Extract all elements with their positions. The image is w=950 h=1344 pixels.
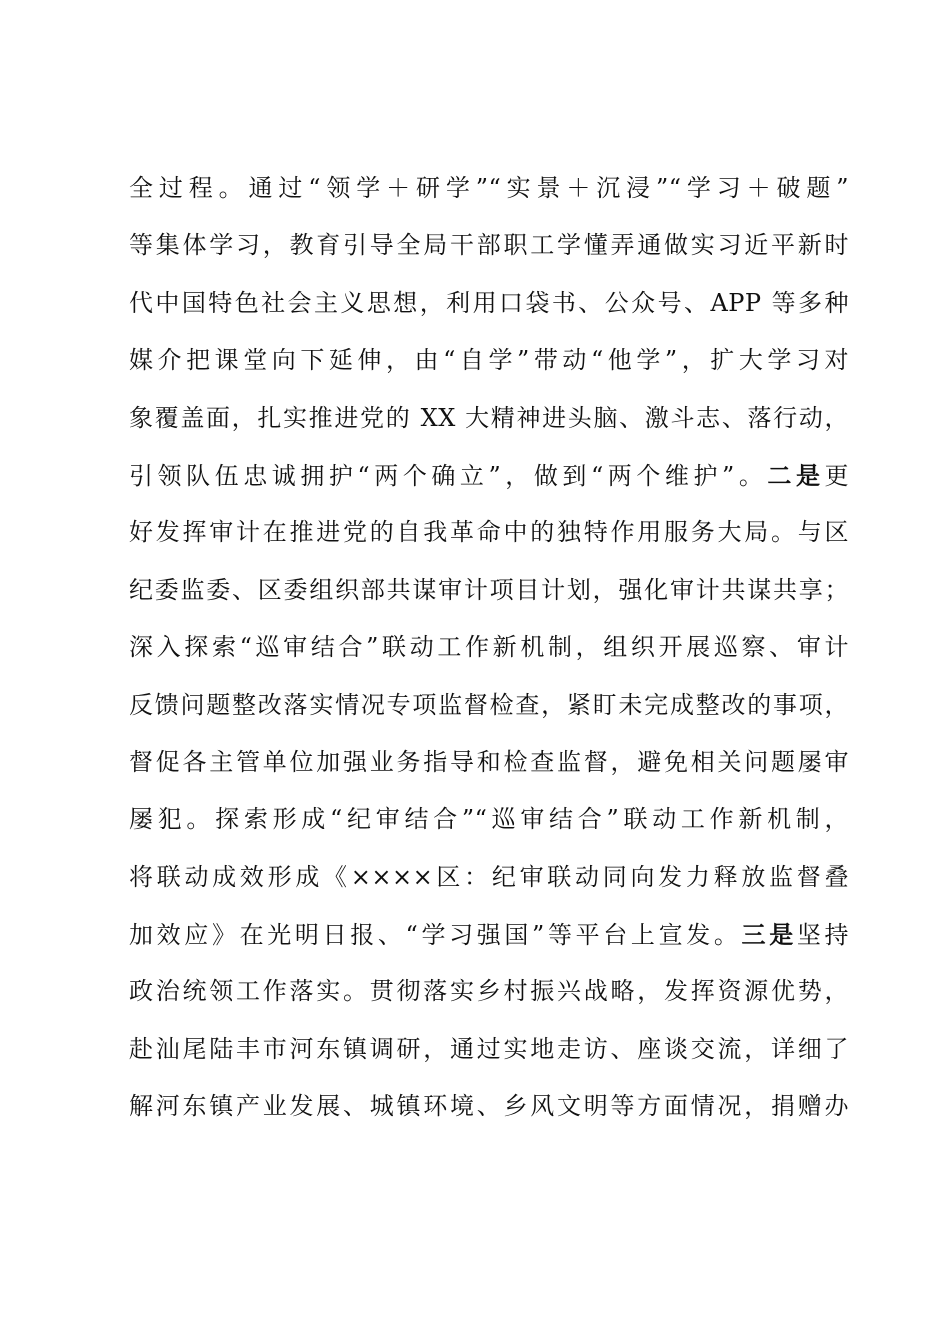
text-segment: 将联动成效形成《××××区：纪审联动同向发力释放监督叠 — [129, 862, 849, 891]
text-segment: 深入探索“巡审结合”联动工作新机制，组织开展巡察、审计 — [129, 633, 849, 662]
text-segment: 更 — [824, 461, 849, 490]
text-segment: 赴汕尾陆丰市河东镇调研，通过实地走访、座谈交流，详细了 — [129, 1034, 849, 1063]
text-segment: 全过程。通过“领学＋研学”“实景＋沉浸”“学习＋破题” — [129, 174, 849, 202]
text-segment: 媒介把课堂向下延伸，由“自学”带动“他学”，扩大学习对 — [129, 346, 849, 375]
text-line-14 — [129, 906, 849, 963]
text-line-7 — [129, 504, 849, 561]
text-segment: 政治统领工作落实。贯彻落实乡村振兴战略，发挥资源优势， — [129, 977, 849, 1006]
text-line-2 — [129, 217, 849, 274]
text-line-4 — [129, 332, 849, 389]
text-line-8 — [129, 562, 849, 619]
text-line-12 — [129, 791, 849, 848]
emphasis-label: 三是 — [741, 920, 797, 950]
text-segment: 等集体学习，教育引导全局干部职工学懂弄通做实习近平新时 — [129, 231, 849, 260]
text-line-9 — [129, 619, 849, 676]
emphasis-label: 二是 — [767, 460, 825, 490]
text-line-5 — [129, 390, 849, 447]
text-segment: 代中国特色社会主义思想，利用口袋书、公众号、APP 等多种 — [129, 288, 849, 317]
text-line-11 — [129, 734, 849, 791]
text-line-13 — [129, 849, 849, 906]
text-segment: 坚持 — [796, 921, 850, 950]
text-segment: 解河东镇产业发展、城镇环境、乡风文明等方面情况，捐赠办 — [129, 1092, 849, 1121]
text-line-1 — [129, 160, 849, 217]
text-segment: 好发挥审计在推进党的自我革命中的独特作用服务大局。与区 — [129, 518, 849, 547]
text-line-6 — [129, 447, 849, 504]
text-line-3 — [129, 275, 849, 332]
text-segment: 象覆盖面，扎实推进党的 XX 大精神进头脑、激斗志、落行动， — [129, 403, 849, 432]
text-line-17 — [129, 1078, 849, 1135]
text-segment: 屡犯。探索形成“纪审结合”“巡审结合”联动工作新机制， — [129, 805, 849, 834]
text-segment: 引领队伍忠诚拥护“两个确立”，做到“两个维护”。 — [129, 461, 768, 490]
text-segment: 加效应》在光明日报、“学习强国”等平台上宣发。 — [129, 921, 742, 950]
text-line-16 — [129, 1021, 849, 1078]
text-line-15 — [129, 963, 849, 1020]
text-segment: 纪委监委、区委组织部共谋审计项目计划，强化审计共谋共享； — [129, 575, 849, 604]
body-paragraph — [129, 160, 849, 1136]
text-segment: 督促各主管单位加强业务指导和检查监督，避免相关问题屡审 — [129, 747, 849, 776]
text-line-10 — [129, 677, 849, 734]
text-segment: 反馈问题整改落实情况专项监督检查，紧盯未完成整改的事项， — [129, 690, 849, 719]
